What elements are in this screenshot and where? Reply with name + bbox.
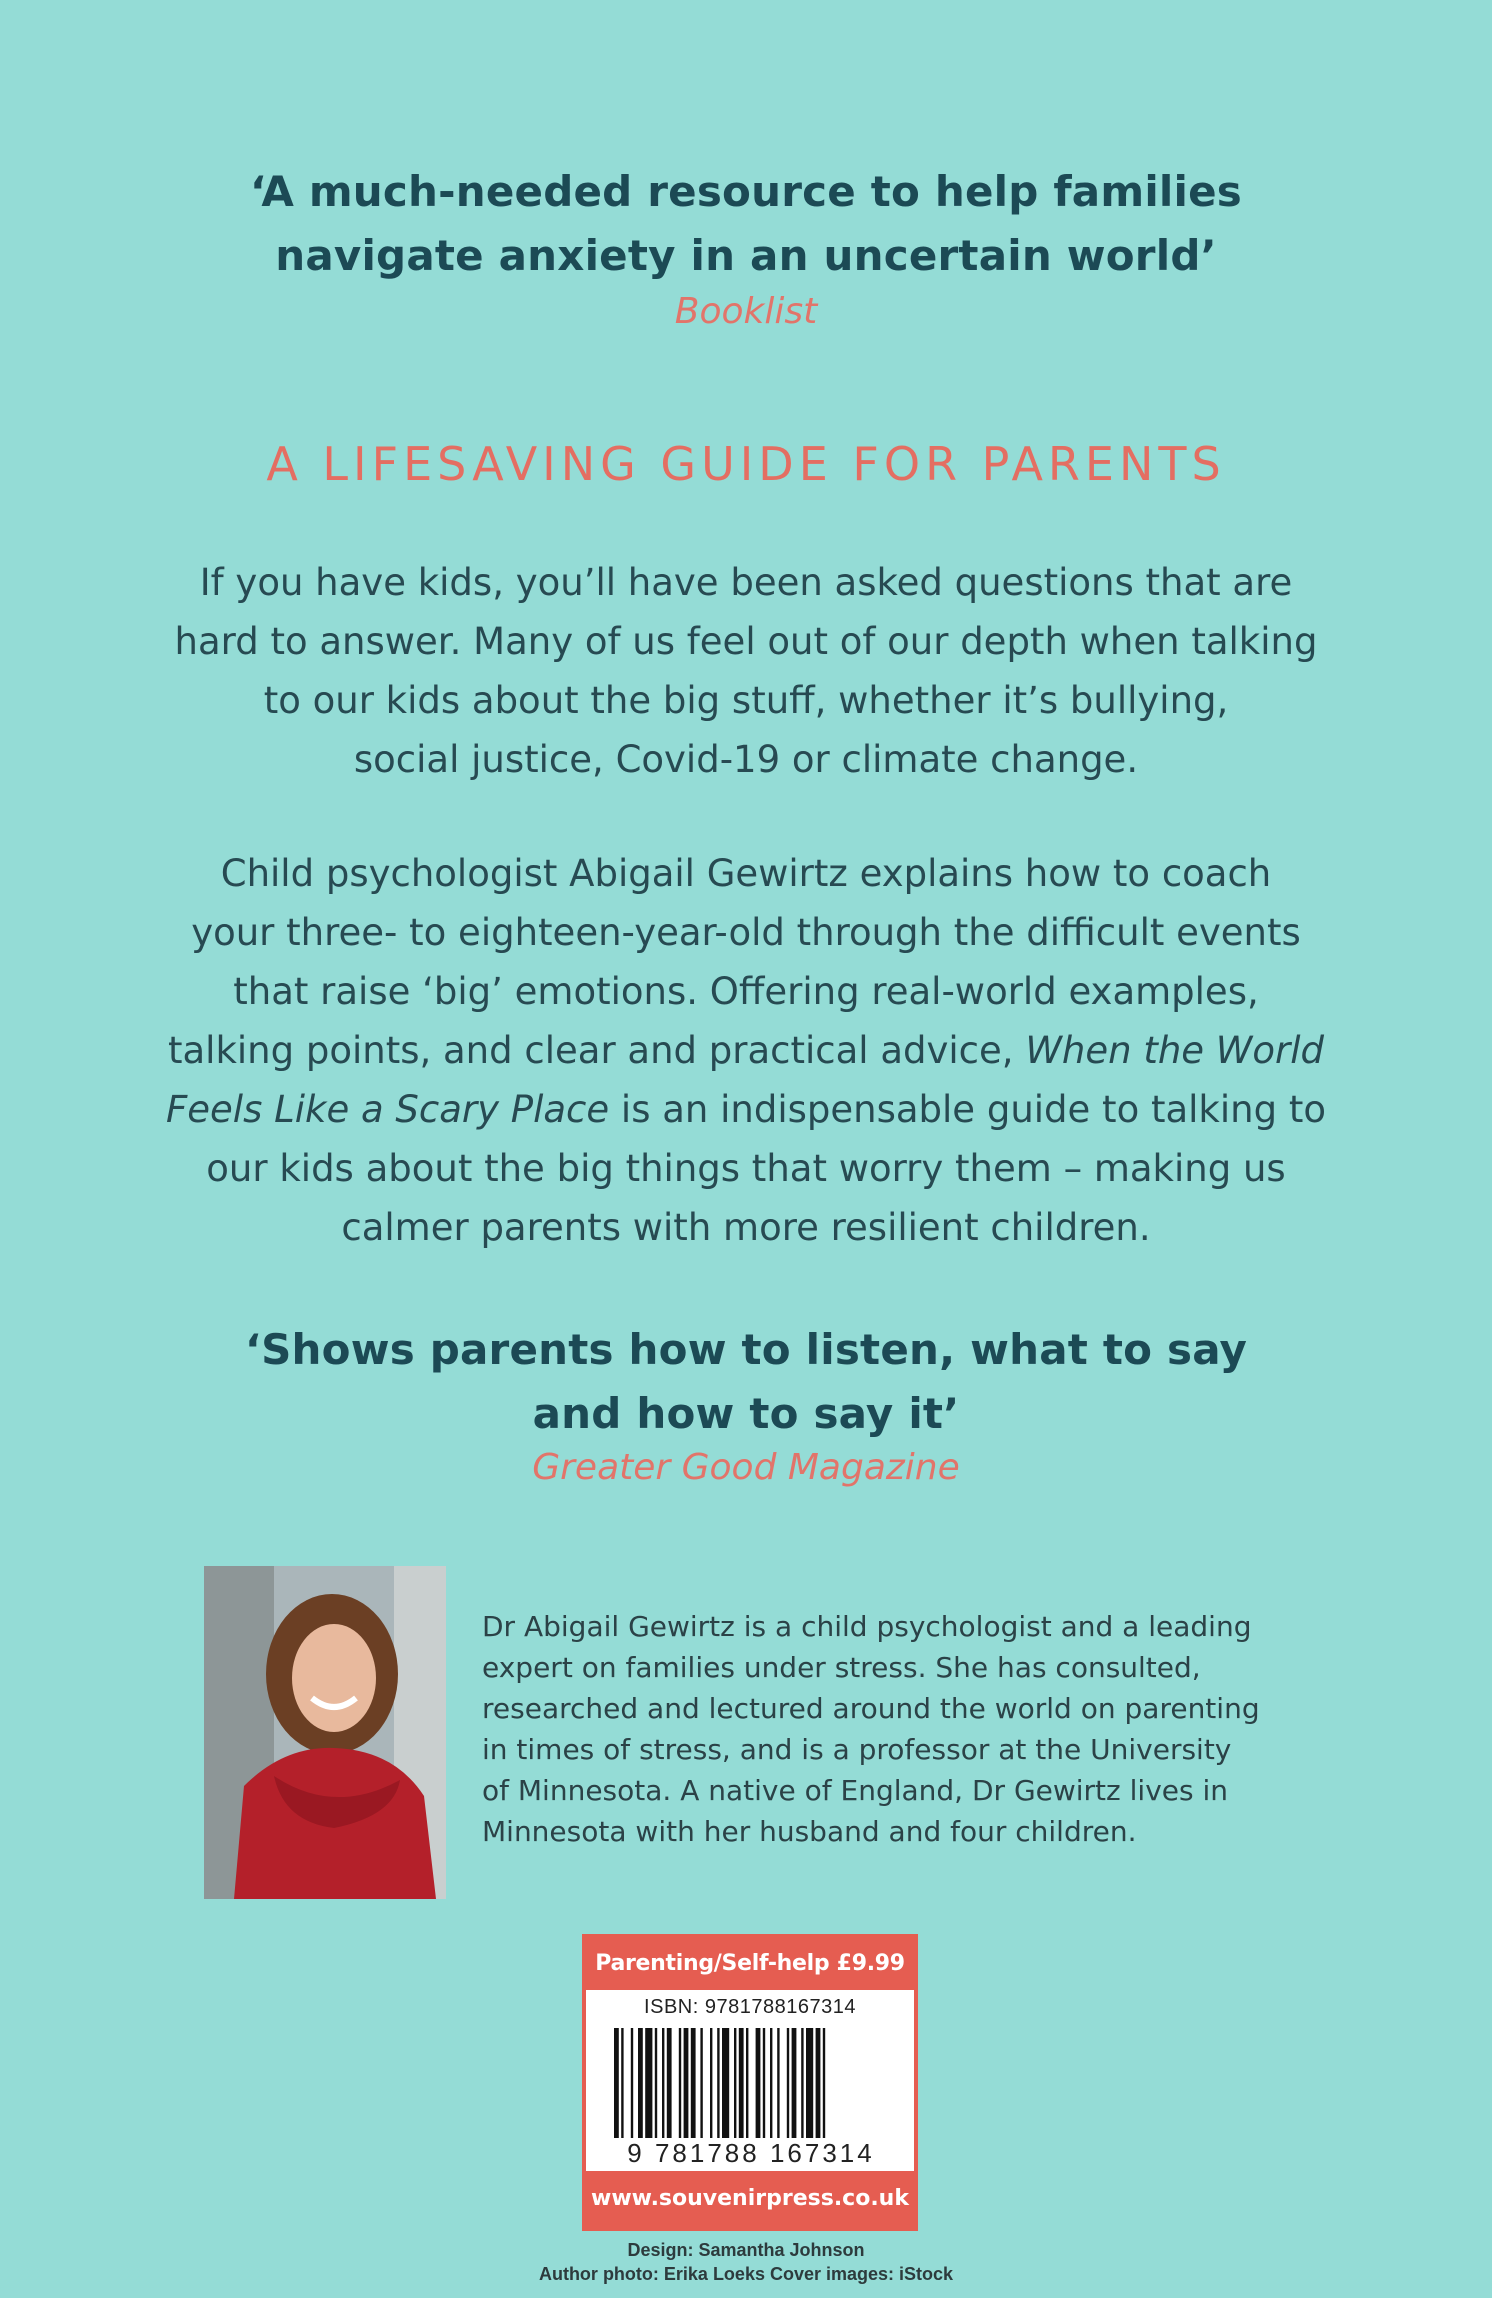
blurb-paragraph-1 [0, 553, 1492, 789]
blurb-line: calmer parents with more resilient children. [341, 1206, 1151, 1249]
bio-line: researched and lectured around the world on parenting [482, 1692, 1260, 1725]
barcode-panel [582, 1934, 918, 2231]
quote-line: navigate anxiety in an uncertain world’ [275, 231, 1217, 280]
author-portrait-illustration [204, 1566, 446, 1899]
quote-line: and how to say it’ [532, 1389, 960, 1438]
blurb-line: If you have kids, you’ll have been asked questions that are [199, 561, 1293, 604]
blurb-line: to our kids about the big stuff, whether it’s bullying, [263, 679, 1229, 722]
quote-source: Booklist [674, 291, 818, 332]
quote-source: Greater Good Magazine [532, 1447, 960, 1488]
blurb-line [0, 1080, 1492, 1139]
blurb-line: our kids about the big things that worry them – making us [206, 1147, 1286, 1190]
cover-credits [0, 2238, 1492, 2286]
blurb-line: your three- to eighteen-year-old through the difficult events [191, 911, 1301, 954]
bio-line: Dr Abigail Gewirtz is a child psychologist and a leading [482, 1610, 1252, 1643]
bio-line: Minnesota with her husband and four children. [482, 1815, 1137, 1848]
blurb-line: Child psychologist Abigail Gewirtz explains how to coach [220, 852, 1272, 895]
author-photo [204, 1566, 446, 1899]
barcode-icon [612, 2028, 892, 2138]
bio-line: in times of stress, and is a professor at the University [482, 1733, 1232, 1766]
bio-line: expert on families under stress. She has consulted, [482, 1651, 1201, 1684]
review-quote-greater-good [0, 1318, 1492, 1490]
category-price-label: Parenting/Self-help £9.99 [586, 1938, 914, 1990]
author-bio [482, 1606, 1282, 1852]
book-title-italic: When the World [1025, 1029, 1325, 1072]
book-title-italic: Feels Like a Scary Place [166, 1088, 610, 1131]
blurb-line [0, 1021, 1492, 1080]
blurb-line: social justice, Covid-19 or climate change. [353, 738, 1139, 781]
blurb-text: is an indispensable guide to talking to [609, 1088, 1326, 1131]
quote-line: ‘A much-needed resource to help families [249, 167, 1242, 216]
bio-line: of Minnesota. A native of England, Dr Gewirtz lives in [482, 1774, 1229, 1807]
review-quote-booklist [0, 160, 1492, 334]
isbn-label: ISBN: 9781788167314 [644, 1996, 856, 2018]
credit-line-photo: Author photo: Erika Loeks Cover images: iStock [538, 2264, 954, 2284]
credit-line-design: Design: Samantha Johnson [627, 2240, 865, 2260]
cover-heading: A LIFESAVING GUIDE FOR PARENTS [266, 437, 1226, 491]
blurb-line: that raise ‘big’ emotions. Offering real-world examples, [233, 970, 1259, 1013]
publisher-website: www.souvenirpress.co.uk [586, 2171, 914, 2227]
quote-line: ‘Shows parents how to listen, what to say [244, 1325, 1248, 1374]
blurb-paragraph-2 [0, 844, 1492, 1257]
barcode-digits: 9 781788 167314 [627, 2138, 875, 2168]
blurb-text: talking points, and clear and practical advice, [167, 1029, 1026, 1072]
blurb-line: hard to answer. Many of us feel out of our depth when talking [174, 620, 1318, 663]
